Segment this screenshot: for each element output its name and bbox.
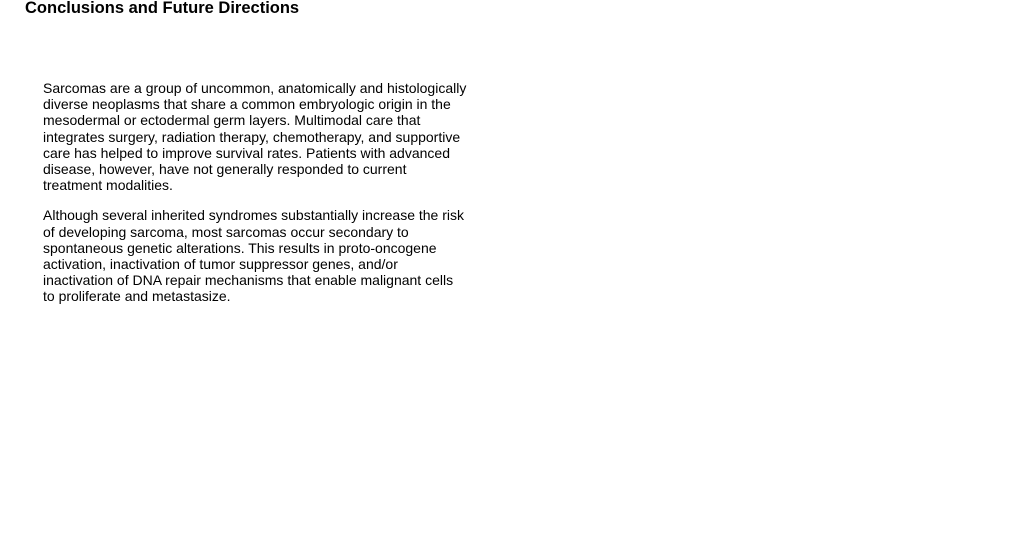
text-line: mesodermal or ectodermal germ layers. Multimodal care that <box>43 112 421 129</box>
text-line: diverse neoplasms that share a common embryologic origin in the <box>43 96 451 113</box>
text-line: Sarcomas are a group of uncommon, anatomically and histologically <box>43 80 467 96</box>
text-line: of developing sarcoma, most sarcomas occur secondary to <box>43 223 409 240</box>
paragraph-genetic-causes <box>43 207 483 304</box>
page-title: Conclusions and Future Directions <box>25 0 300 17</box>
text-line: care has helped to improve survival rates. Patients with advanced <box>43 144 450 161</box>
body-text <box>43 80 483 319</box>
text-line: Although several inherited syndromes substantially increase the risk <box>43 207 464 224</box>
text-line: inactivation of DNA repair mechanisms that enable malignant cells <box>43 272 454 289</box>
text-line: activation, inactivation of tumor suppressor genes, and/or <box>43 256 398 273</box>
text-line: spontaneous genetic alterations. This results in proto-oncogene <box>43 239 437 256</box>
text-line: disease, however, have not generally responded to current <box>43 161 407 178</box>
text-line: to proliferate and metastasize. <box>43 288 231 305</box>
text-line: treatment modalities. <box>43 177 173 194</box>
text-line: integrates surgery, radiation therapy, chemotherapy, and supportive <box>43 128 461 145</box>
paragraph-sarcoma-overview <box>43 80 483 193</box>
